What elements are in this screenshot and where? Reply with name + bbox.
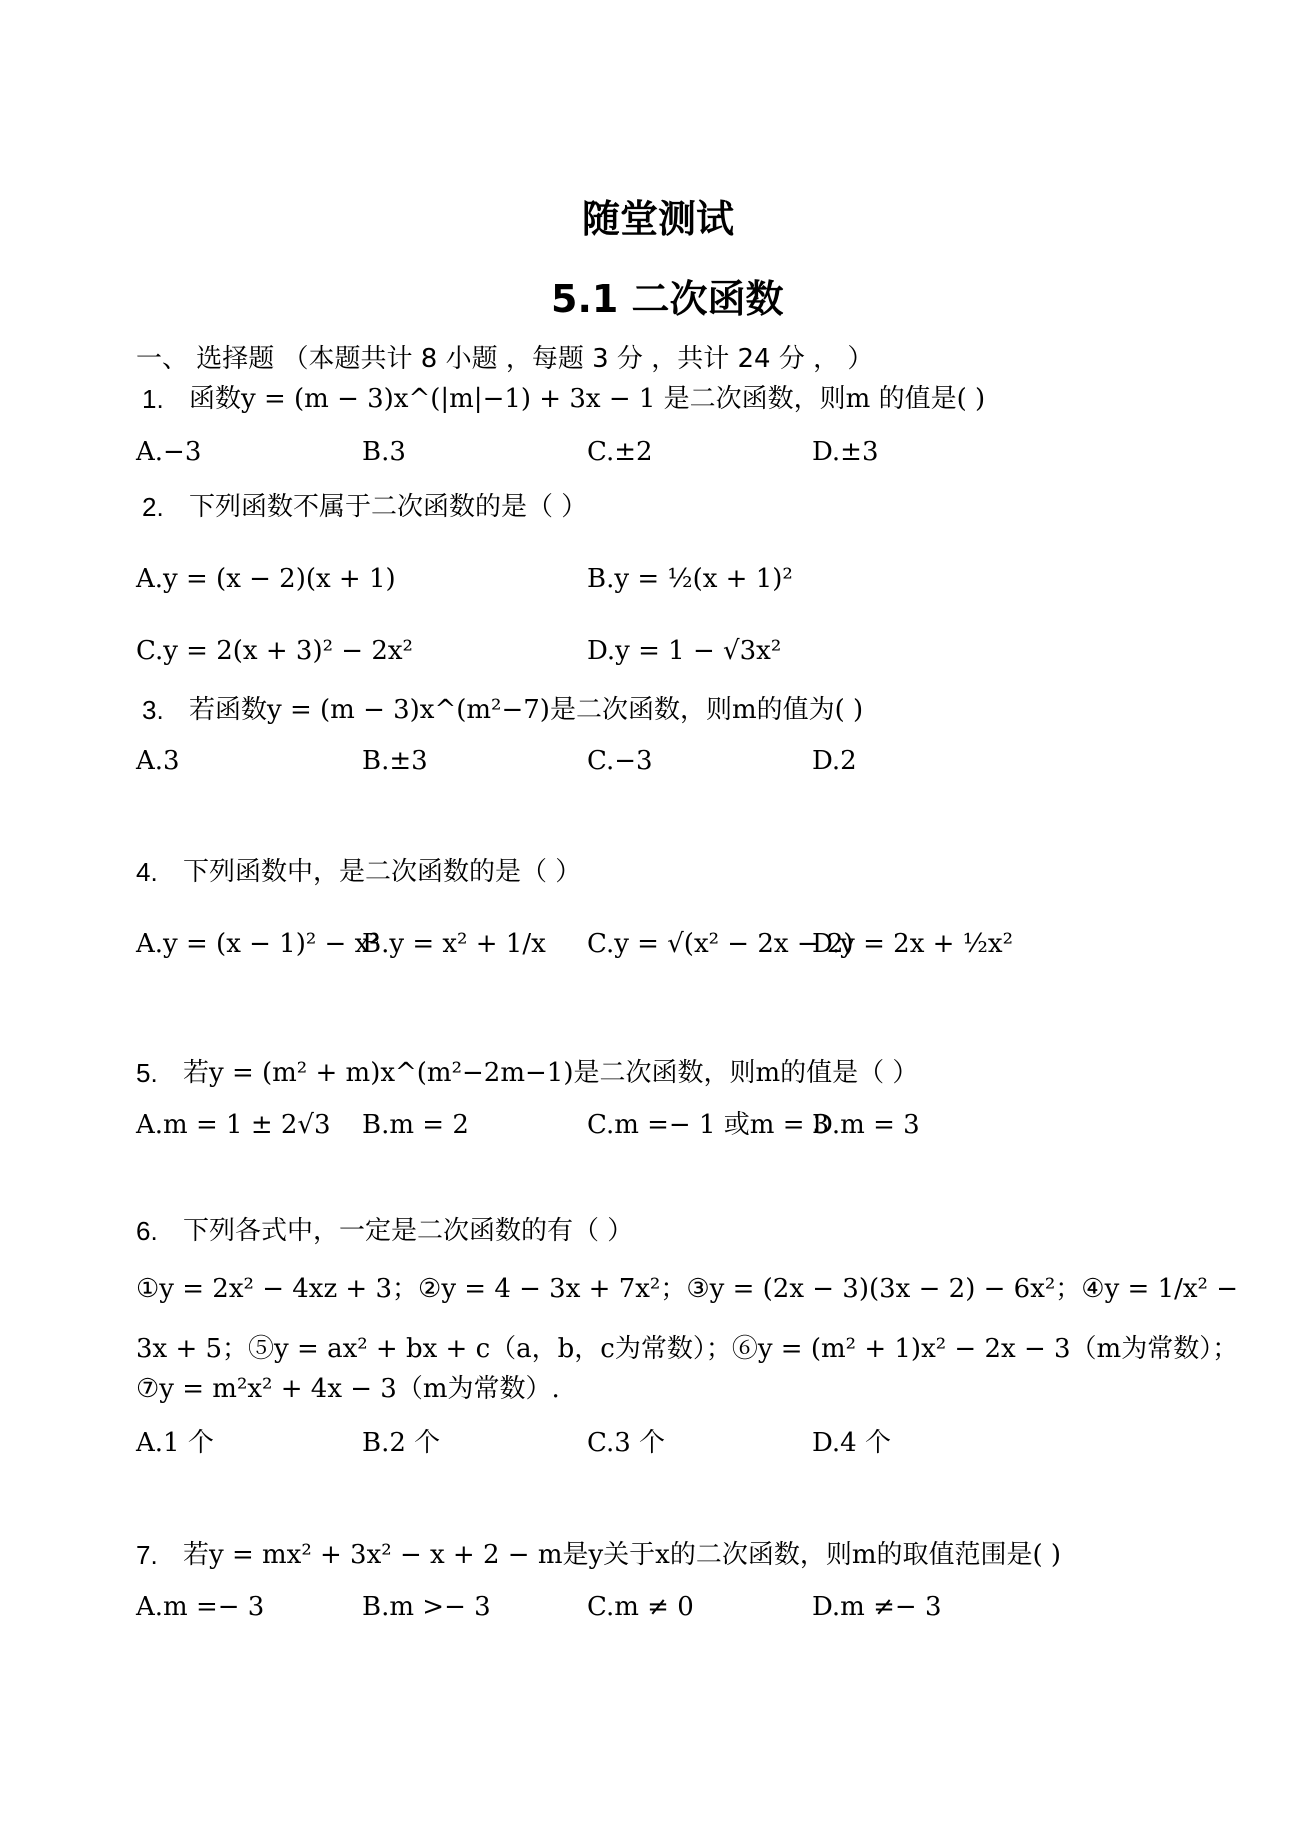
q6-option-b: B.2 个 — [362, 1428, 441, 1458]
question-3-number: 3. — [142, 695, 164, 725]
question-5-stem: 若y = (m² + m)x^(m²−2m−1)是二次函数，则m的值是（ ） — [183, 1058, 919, 1088]
q6-body-line-3: ⑦y = m²x² + 4x − 3（m为常数）. — [136, 1374, 560, 1404]
question-3-stem: 若函数y = (m − 3)x^(m²−7)是二次函数，则m的值为( ) — [189, 695, 864, 725]
question-2-number: 2. — [142, 492, 164, 522]
q4-option-b: B.y = x² + 1/x — [362, 929, 546, 959]
q5-option-d: D.m = 3 — [812, 1110, 920, 1140]
q2-option-d: D.y = 1 − √3x² — [587, 636, 782, 666]
q7-option-b: B.m >− 3 — [362, 1592, 491, 1622]
q4-option-c: C.y = √(x² − 2x − 2) — [587, 929, 854, 959]
q7-option-d: D.m ≠− 3 — [812, 1592, 942, 1622]
page-subtitle: 5.1 二次函数 — [551, 277, 784, 321]
question-1-number: 1. — [142, 384, 164, 414]
q1-option-b: B.3 — [362, 437, 406, 467]
question-4-number: 4. — [136, 857, 158, 887]
question-4-stem: 下列函数中，是二次函数的是（ ） — [183, 857, 582, 887]
q6-body-line-2: 3x + 5；⑤y = ax² + bx + c（a，b，c为常数）；⑥y = (m² + 1)x² − 2x − 3（m为常数）； — [136, 1334, 1239, 1364]
question-7-stem: 若y = mx² + 3x² − x + 2 − m是y关于x的二次函数，则m的取值范围是( ) — [183, 1540, 1062, 1570]
q1-option-d: D.±3 — [812, 437, 879, 467]
question-7-number: 7. — [136, 1540, 158, 1570]
question-1-stem: 函数y = (m − 3)x^(|m|−1) + 3x − 1 是二次函数，则m 的值是( ) — [189, 384, 986, 414]
q7-option-a: A.m =− 3 — [136, 1592, 265, 1622]
q7-option-c: C.m ≠ 0 — [587, 1592, 694, 1622]
question-6-stem: 下列各式中，一定是二次函数的有（ ） — [183, 1216, 634, 1246]
q3-option-a: A.3 — [136, 746, 180, 776]
q1-option-a: A.−3 — [136, 437, 202, 467]
q3-option-d: D.2 — [812, 746, 857, 776]
q5-option-a: A.m = 1 ± 2√3 — [136, 1110, 331, 1140]
page-title: 随堂测试 — [582, 197, 735, 241]
q2-option-a: A.y = (x − 2)(x + 1) — [136, 564, 396, 594]
question-2-stem: 下列函数不属于二次函数的是（ ） — [189, 492, 588, 522]
q6-option-a: A.1 个 — [136, 1428, 214, 1458]
section-header: 一、 选择题 （本题共计 8 小题 ，每题 3 分 ，共计 24 分 ， ） — [136, 344, 874, 374]
question-5-number: 5. — [136, 1058, 158, 1088]
q4-option-d: D.y = 2x + ½x² — [812, 929, 1013, 959]
q1-option-c: C.±2 — [587, 437, 653, 467]
q3-option-c: C.−3 — [587, 746, 653, 776]
q4-option-a: A.y = (x − 1)² − x² — [136, 929, 380, 959]
q6-body-line-1: ①y = 2x² − 4xz + 3；②y = 4 − 3x + 7x²；③y = (2x − 3)(3x − 2) − 6x²；④y = 1/x² − — [136, 1274, 1239, 1304]
q6-option-d: D.4 个 — [812, 1428, 891, 1458]
q2-option-b: B.y = ½(x + 1)² — [587, 564, 793, 594]
q2-option-c: C.y = 2(x + 3)² − 2x² — [136, 636, 413, 666]
q5-option-c: C.m =− 1 或m = 3 — [587, 1110, 830, 1140]
q6-option-c: C.3 个 — [587, 1428, 666, 1458]
q5-option-b: B.m = 2 — [362, 1110, 469, 1140]
q3-option-b: B.±3 — [362, 746, 428, 776]
question-6-number: 6. — [136, 1216, 158, 1246]
